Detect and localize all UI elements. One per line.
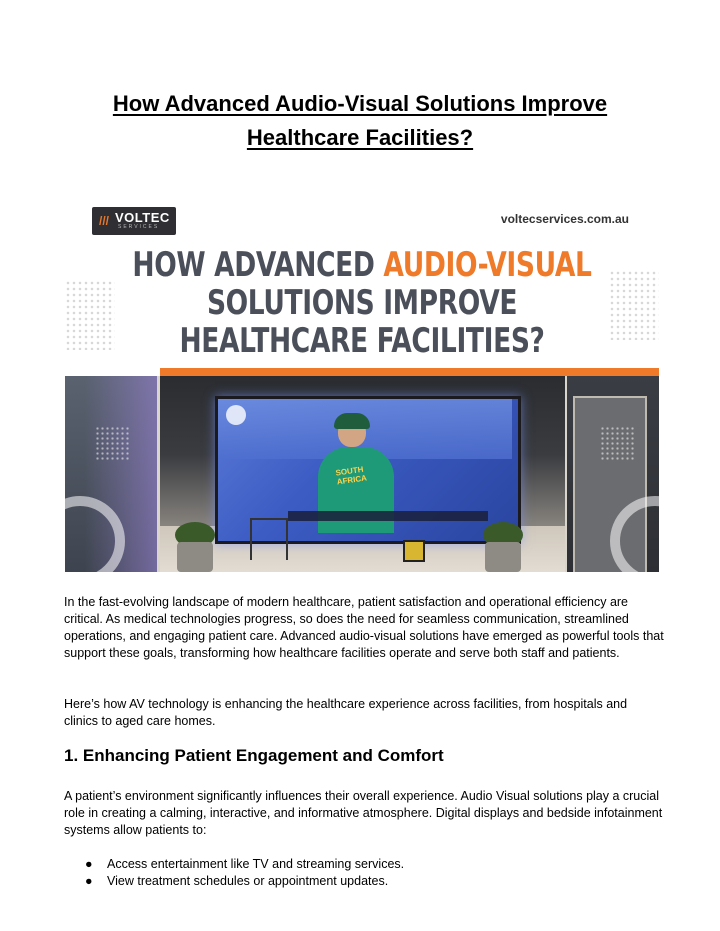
headline-highlight: AUDIO-VISUAL [383, 245, 592, 285]
decor-square-dots-left [95, 426, 131, 462]
av-room-photo [65, 376, 659, 572]
decor-dots-right [609, 270, 659, 340]
document-title [40, 87, 680, 155]
bullet-icon: ● [85, 857, 93, 871]
hero-banner-image [65, 190, 659, 572]
speaker-stand [250, 518, 288, 560]
list-item [64, 856, 404, 873]
overview-paragraph: Here’s how AV technology is enhancing the healthcare experience across facilities, from hospitals and clinics to aged care homes. [64, 697, 628, 728]
headline-line-2: SOLUTIONS IMPROVE [206, 283, 518, 323]
plant-pot-left [177, 542, 213, 572]
title-line-1: How Advanced Audio-Visual Solutions Improve [112, 91, 608, 116]
bullet-icon: ● [85, 874, 93, 888]
section-heading-1: 1. Enhancing Patient Engagement and Comfort [64, 746, 444, 765]
intro-paragraph: In the fast-evolving landscape of modern healthcare, patient satisfaction and operational efficiency are critical. As medical technologies progress, so does the need for seamless communication, streamlined operations, and engaging patient care. Advanced audio-visual solutions have emerged as powerful tools that support these goals, transforming how healthcare facilities operate and serve both staff and patients. [64, 595, 664, 660]
feature-bullet-list [64, 856, 404, 890]
list-item [64, 873, 404, 890]
score-bar [288, 511, 488, 521]
section-1-paragraph: A patient’s environment significantly influences their overall experience. Audio Visual solutions play a crucial role in creating a calming, interactive, and informative atmosphere. Digital displays and bedside infotainment systems allow patients to: [64, 789, 663, 837]
logo-mark-icon: /// [99, 214, 110, 228]
headline-line-3: HEALTHCARE FACILITIES? [179, 321, 545, 361]
banner-headline [130, 246, 593, 360]
voltec-logo [92, 207, 176, 235]
title-line-2: Healthcare Facilities? [246, 125, 474, 150]
decor-square-dots-right [600, 426, 636, 462]
banner-website: voltecservices.com.au [500, 212, 629, 226]
equipment-box [403, 540, 425, 562]
list-item-text: Access entertainment like TV and streaming services. [107, 857, 405, 871]
logo-name: VOLTEC [115, 210, 170, 225]
logo-subtitle: SERVICES [118, 224, 160, 230]
headline-part-1: HOW ADVANCED [132, 245, 384, 285]
plant-pot-right [485, 542, 521, 572]
jersey-text: SOUTH AFRICA [335, 464, 368, 487]
accent-stripe [160, 368, 659, 376]
list-item-text: View treatment schedules or appointment updates. [107, 874, 389, 888]
tournament-logo-icon [226, 405, 246, 425]
decor-dots-left [65, 280, 115, 350]
